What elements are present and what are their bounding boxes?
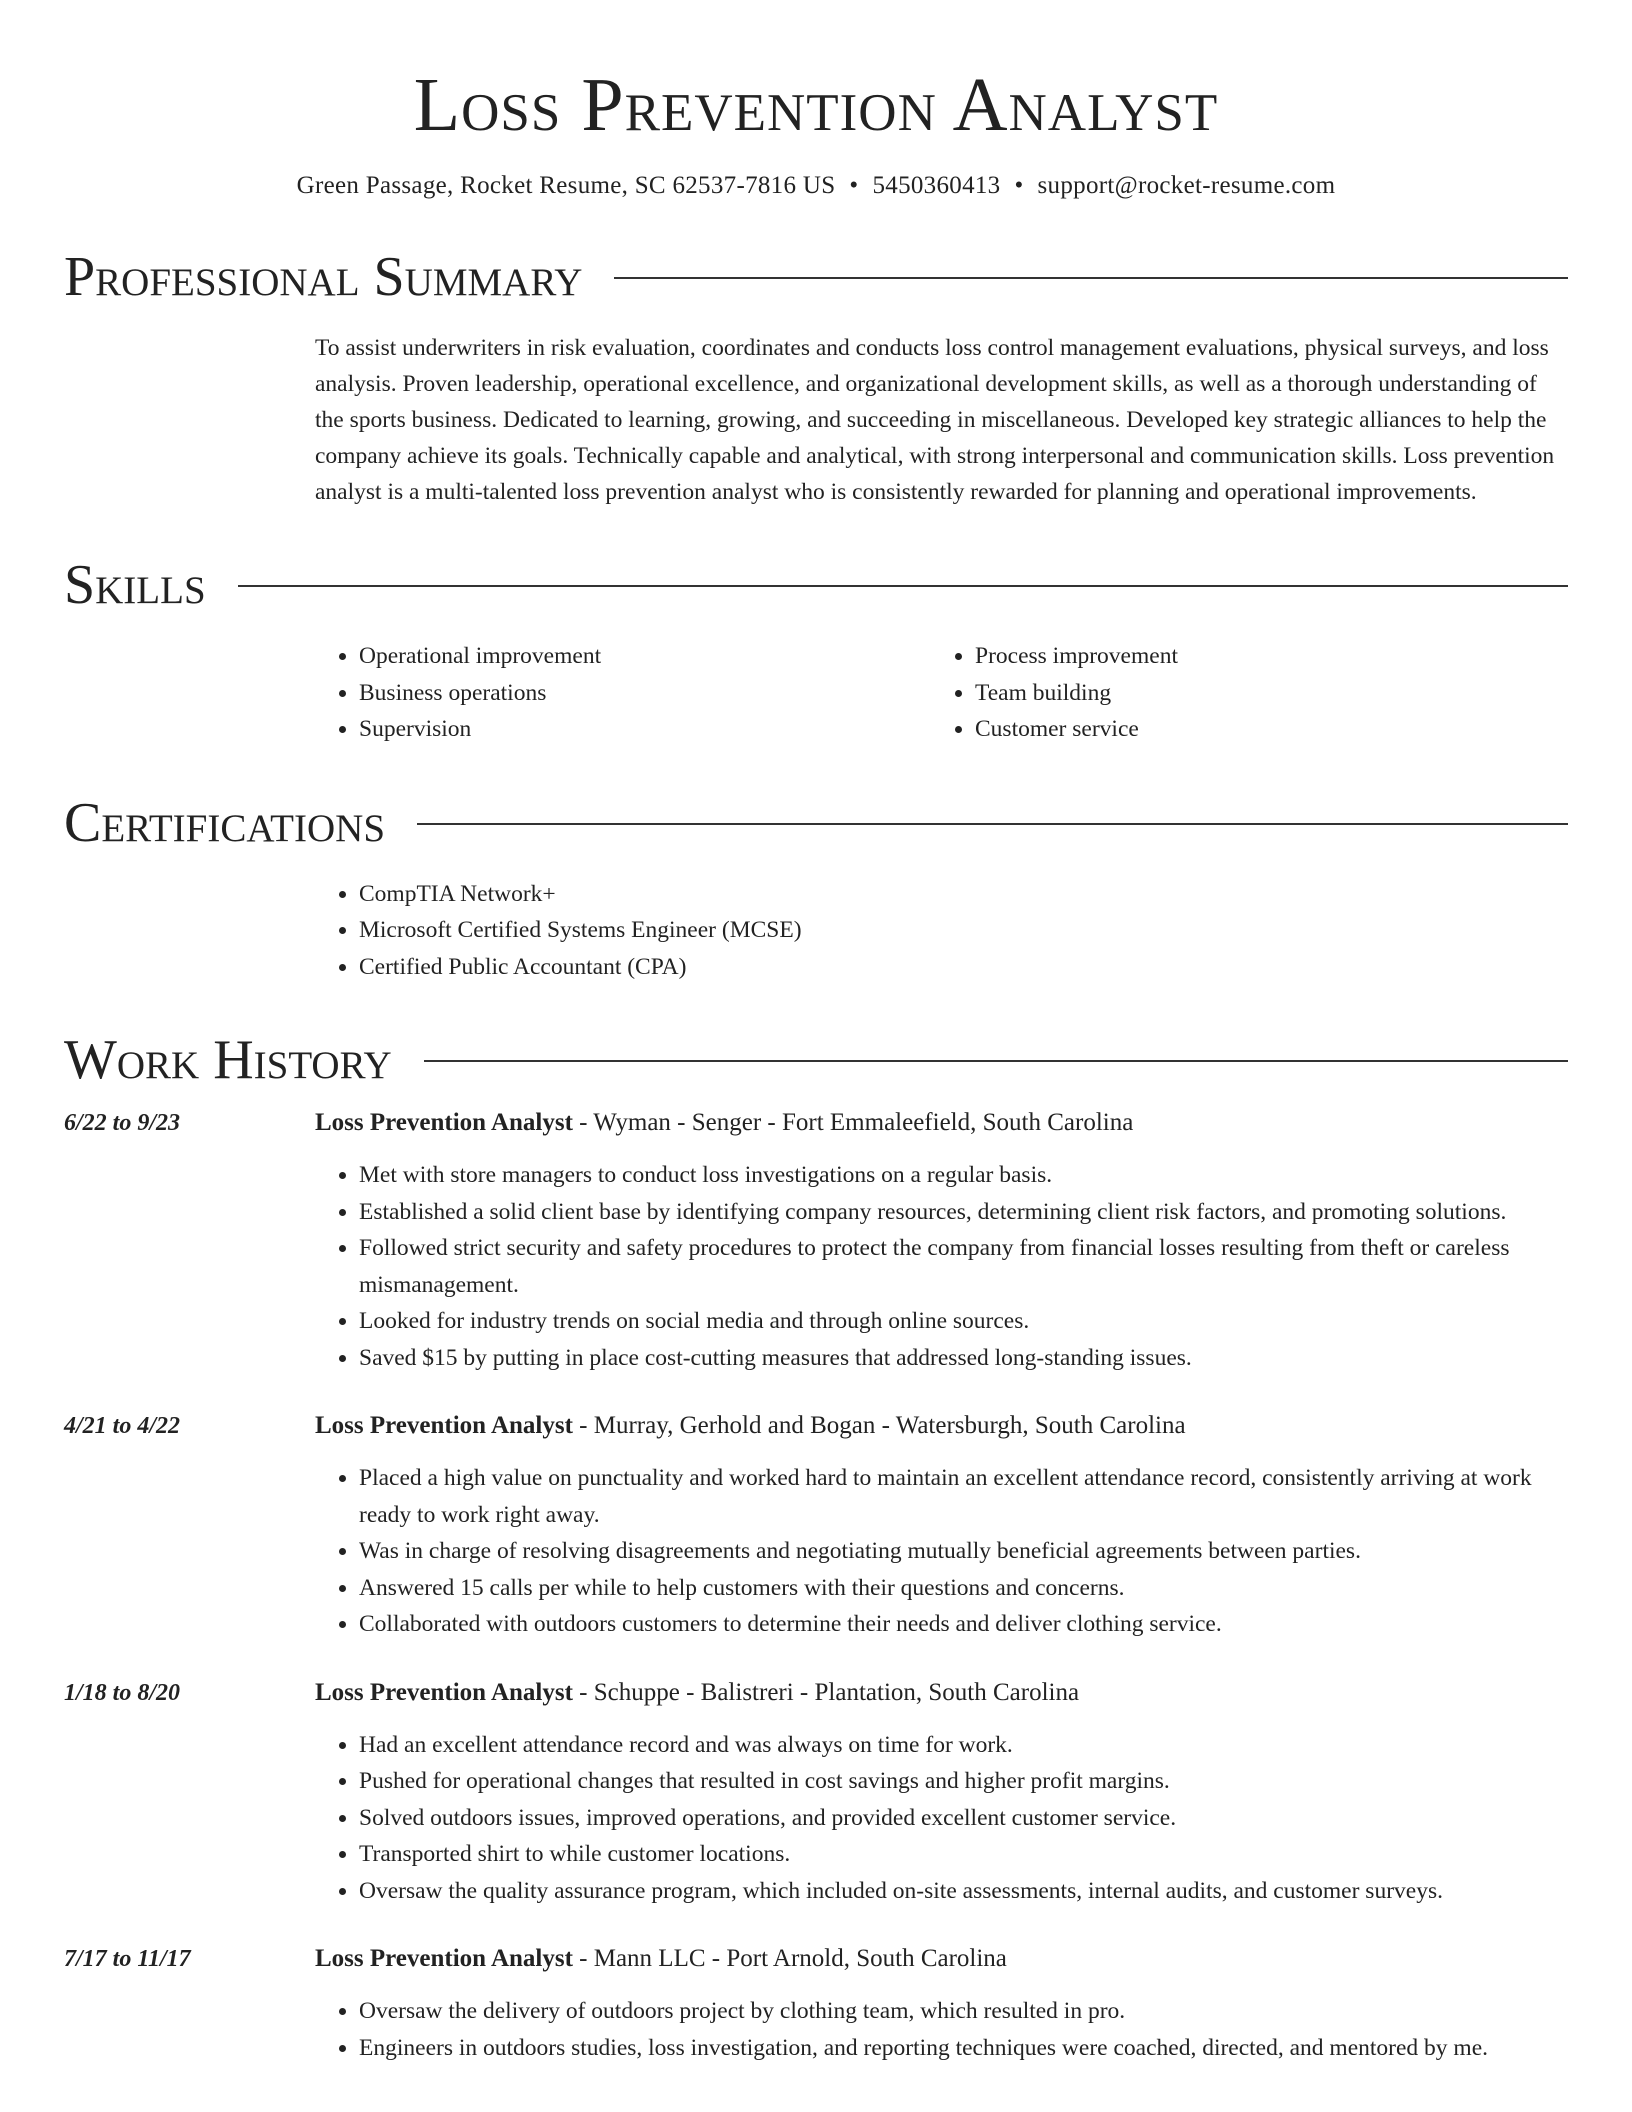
- job-title-line: [315, 1105, 1568, 1141]
- job-bullet: • Answered 15 calls per while to help customers with their questions and concerns.: [359, 1570, 1568, 1607]
- skill-item: • Business operations: [359, 675, 931, 712]
- work-history-heading: Work History: [64, 1029, 392, 1091]
- certifications-section-header: [64, 792, 1568, 854]
- job-role: Loss Prevention Analyst: [315, 1945, 573, 1972]
- summary-heading: Professional Summary: [64, 246, 583, 308]
- certifications-heading: Certifications: [64, 791, 386, 854]
- certification-item: • Certified Public Accountant (CPA): [359, 949, 1568, 986]
- job-details: [315, 1941, 1568, 2066]
- job-dates: 6/22 to 9/23: [64, 1110, 181, 1136]
- section-divider: [417, 823, 1568, 825]
- job-details: [315, 1105, 1568, 1376]
- skill-item: • Customer service: [975, 711, 1547, 748]
- job-employer-location: - Mann LLC - Port Arnold, South Carolina: [572, 1945, 1007, 1972]
- job-bullets: [315, 1727, 1568, 1910]
- job-role: Loss Prevention Analyst: [315, 1678, 573, 1706]
- job-bullet: • Looked for industry trends on social media and through online sources.: [359, 1303, 1568, 1340]
- certification-item: • Microsoft Certified Systems Engineer (MCSE): [359, 912, 1568, 949]
- certification-item: • CompTIA Network+: [359, 876, 1568, 913]
- job-bullets: [315, 1460, 1568, 1643]
- contact-address: Green Passage, Rocket Resume, SC 62537-7816 US: [296, 172, 836, 199]
- job-bullet: • Placed a high value on punctuality and worked hard to maintain an excellent attendance record, consistently arriving at work ready to work right away.: [359, 1460, 1568, 1533]
- job-bullet: • Had an excellent attendance record and was always on time for work.: [359, 1727, 1568, 1764]
- section-divider: [614, 277, 1568, 279]
- job-bullet: • Pushed for operational changes that resulted in cost savings and higher profit margins.: [359, 1763, 1568, 1800]
- skills-column-right: [931, 638, 1547, 748]
- job-bullet: • Transported shirt to while customer locations.: [359, 1836, 1568, 1873]
- job-title-line: [315, 1675, 1568, 1711]
- job-dates: 1/18 to 8/20: [64, 1679, 181, 1706]
- skills-section-header: [64, 554, 1568, 616]
- job-bullet: • Engineers in outdoors studies, loss investigation, and reporting techniques were coached, directed, and mentored by me.: [359, 2030, 1568, 2067]
- job-title-line: [315, 1408, 1568, 1444]
- job-bullets: [315, 1157, 1568, 1376]
- skills-list: [315, 638, 1568, 748]
- contact-separator: •: [1014, 172, 1024, 199]
- job-role: Loss Prevention Analyst: [315, 1109, 573, 1136]
- skill-item: • Operational improvement: [359, 638, 931, 675]
- job-bullets: [315, 1993, 1568, 2066]
- job-entry: [64, 1408, 1568, 1643]
- job-entry: [64, 1675, 1568, 1910]
- job-bullet: • Met with store managers to conduct loss investigations on a regular basis.: [359, 1157, 1568, 1194]
- job-bullet: • Collaborated with outdoors customers to determine their needs and deliver clothing service.: [359, 1606, 1568, 1643]
- job-bullet: • Solved outdoors issues, improved operations, and provided excellent customer service.: [359, 1800, 1568, 1837]
- job-bullet: • Oversaw the delivery of outdoors project by clothing team, which resulted in pro.: [359, 1993, 1568, 2030]
- job-bullet: • Saved $15 by putting in place cost-cutting measures that addressed long-standing issues.: [359, 1340, 1568, 1377]
- job-title-line: [315, 1941, 1568, 1977]
- summary-text: To assist underwriters in risk evaluation, coordinates and conducts loss control management evaluations, physical surveys, and loss analysis. Proven leadership, operational excellence, and organizational development skills, as well as a thorough understanding of the sports business. Dedicated to learning, growing, and succeeding in miscellaneous. Developed key strategic alliances to help the company achieve its goals. Technically capable and analytical, with strong interpersonal and communication skills. Loss prevention analyst is a multi-talented loss prevention analyst who is consistently rewarded for planning and operational improvements.: [315, 335, 1555, 505]
- skill-item: • Supervision: [359, 711, 931, 748]
- job-employer-location: - Schuppe - Balistreri - Plantation, South Carolina: [572, 1678, 1080, 1706]
- work-history-section-header: [64, 1029, 1568, 1091]
- candidate-name: Loss Prevention Analyst: [413, 63, 1219, 147]
- section-divider: [238, 585, 1568, 587]
- skill-item: • Team building: [975, 675, 1547, 712]
- job-bullet: • Established a solid client base by identifying company resources, determining client risk factors, and promoting solutions.: [359, 1194, 1568, 1231]
- job-details: [315, 1408, 1568, 1643]
- section-divider: [424, 1060, 1568, 1062]
- skills-column-left: [315, 638, 931, 748]
- summary-section-header: [64, 246, 1568, 308]
- job-details: [315, 1675, 1568, 1910]
- job-bullet: • Oversaw the quality assurance program, which included on-site assessments, internal audits, and customer surveys.: [359, 1873, 1568, 1910]
- certifications-list: [315, 876, 1568, 986]
- contact-phone: 5450360413: [872, 172, 1001, 199]
- contact-separator: •: [849, 172, 859, 199]
- job-role: Loss Prevention Analyst: [315, 1412, 573, 1439]
- job-bullet: • Was in charge of resolving disagreements and negotiating mutually beneficial agreements between parties.: [359, 1533, 1568, 1570]
- skill-item: • Process improvement: [975, 638, 1547, 675]
- job-entry: [64, 1941, 1568, 2066]
- skills-heading: Skills: [64, 554, 206, 616]
- contact-email: support@rocket-resume.com: [1037, 172, 1336, 199]
- job-bullet: • Followed strict security and safety procedures to protect the company from financial losses resulting from theft or careless mismanagement.: [359, 1230, 1568, 1303]
- contact-line: [64, 170, 1568, 202]
- job-employer-location: - Wyman - Senger - Fort Emmaleefield, South Carolina: [572, 1109, 1134, 1136]
- job-dates: 7/17 to 11/17: [64, 1946, 191, 1972]
- job-dates: 4/21 to 4/22: [64, 1413, 181, 1439]
- job-entry: [64, 1105, 1568, 1376]
- job-employer-location: - Murray, Gerhold and Bogan - Watersburgh, South Carolina: [572, 1412, 1186, 1439]
